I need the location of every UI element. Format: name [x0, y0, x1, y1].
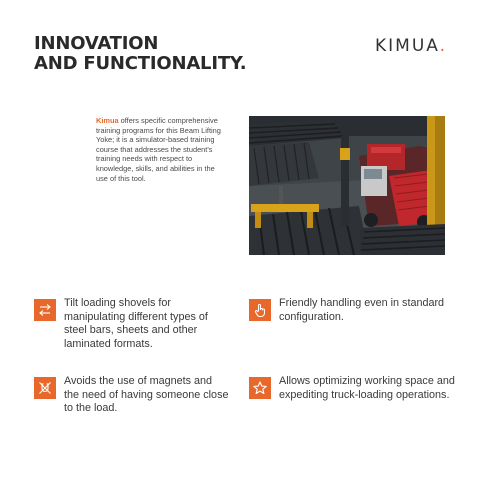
- feature-text: Avoids the use of magnets and the need of having someone close to the load.: [64, 375, 229, 415]
- kimua-logo: [375, 36, 447, 56]
- logo-text: KIMUA: [374, 36, 440, 56]
- intro-paragraph: [96, 116, 226, 183]
- feature-text: Friendly handling even in standard configuration.: [279, 297, 445, 323]
- intro-text: offers specific comprehensive training programs for this Beam Lifting Yoke; it is a simulator-based training course that addresses the student's training needs with respect to knowledge, skills, and abilities in the use of this tool.: [96, 116, 221, 183]
- arrows-exchange-icon: [34, 299, 56, 321]
- page-title: [34, 34, 246, 74]
- feature-text: Tilt loading shovels for manipulating different types of steel bars, sheets and other laminated formats.: [64, 297, 208, 350]
- no-magnet-icon: [34, 377, 56, 399]
- logo-dot: .: [439, 36, 447, 56]
- star-icon: [249, 377, 271, 399]
- title-line-2: AND FUNCTIONALITY.: [34, 53, 247, 74]
- title-line-1: INNOVATION: [34, 33, 159, 54]
- intro-brand: Kimua: [96, 116, 119, 125]
- hand-pointer-icon: [249, 299, 271, 321]
- simulator-screenshot: [249, 116, 445, 255]
- feature-text: Allows optimizing working space and expediting truck-loading operations.: [279, 375, 455, 401]
